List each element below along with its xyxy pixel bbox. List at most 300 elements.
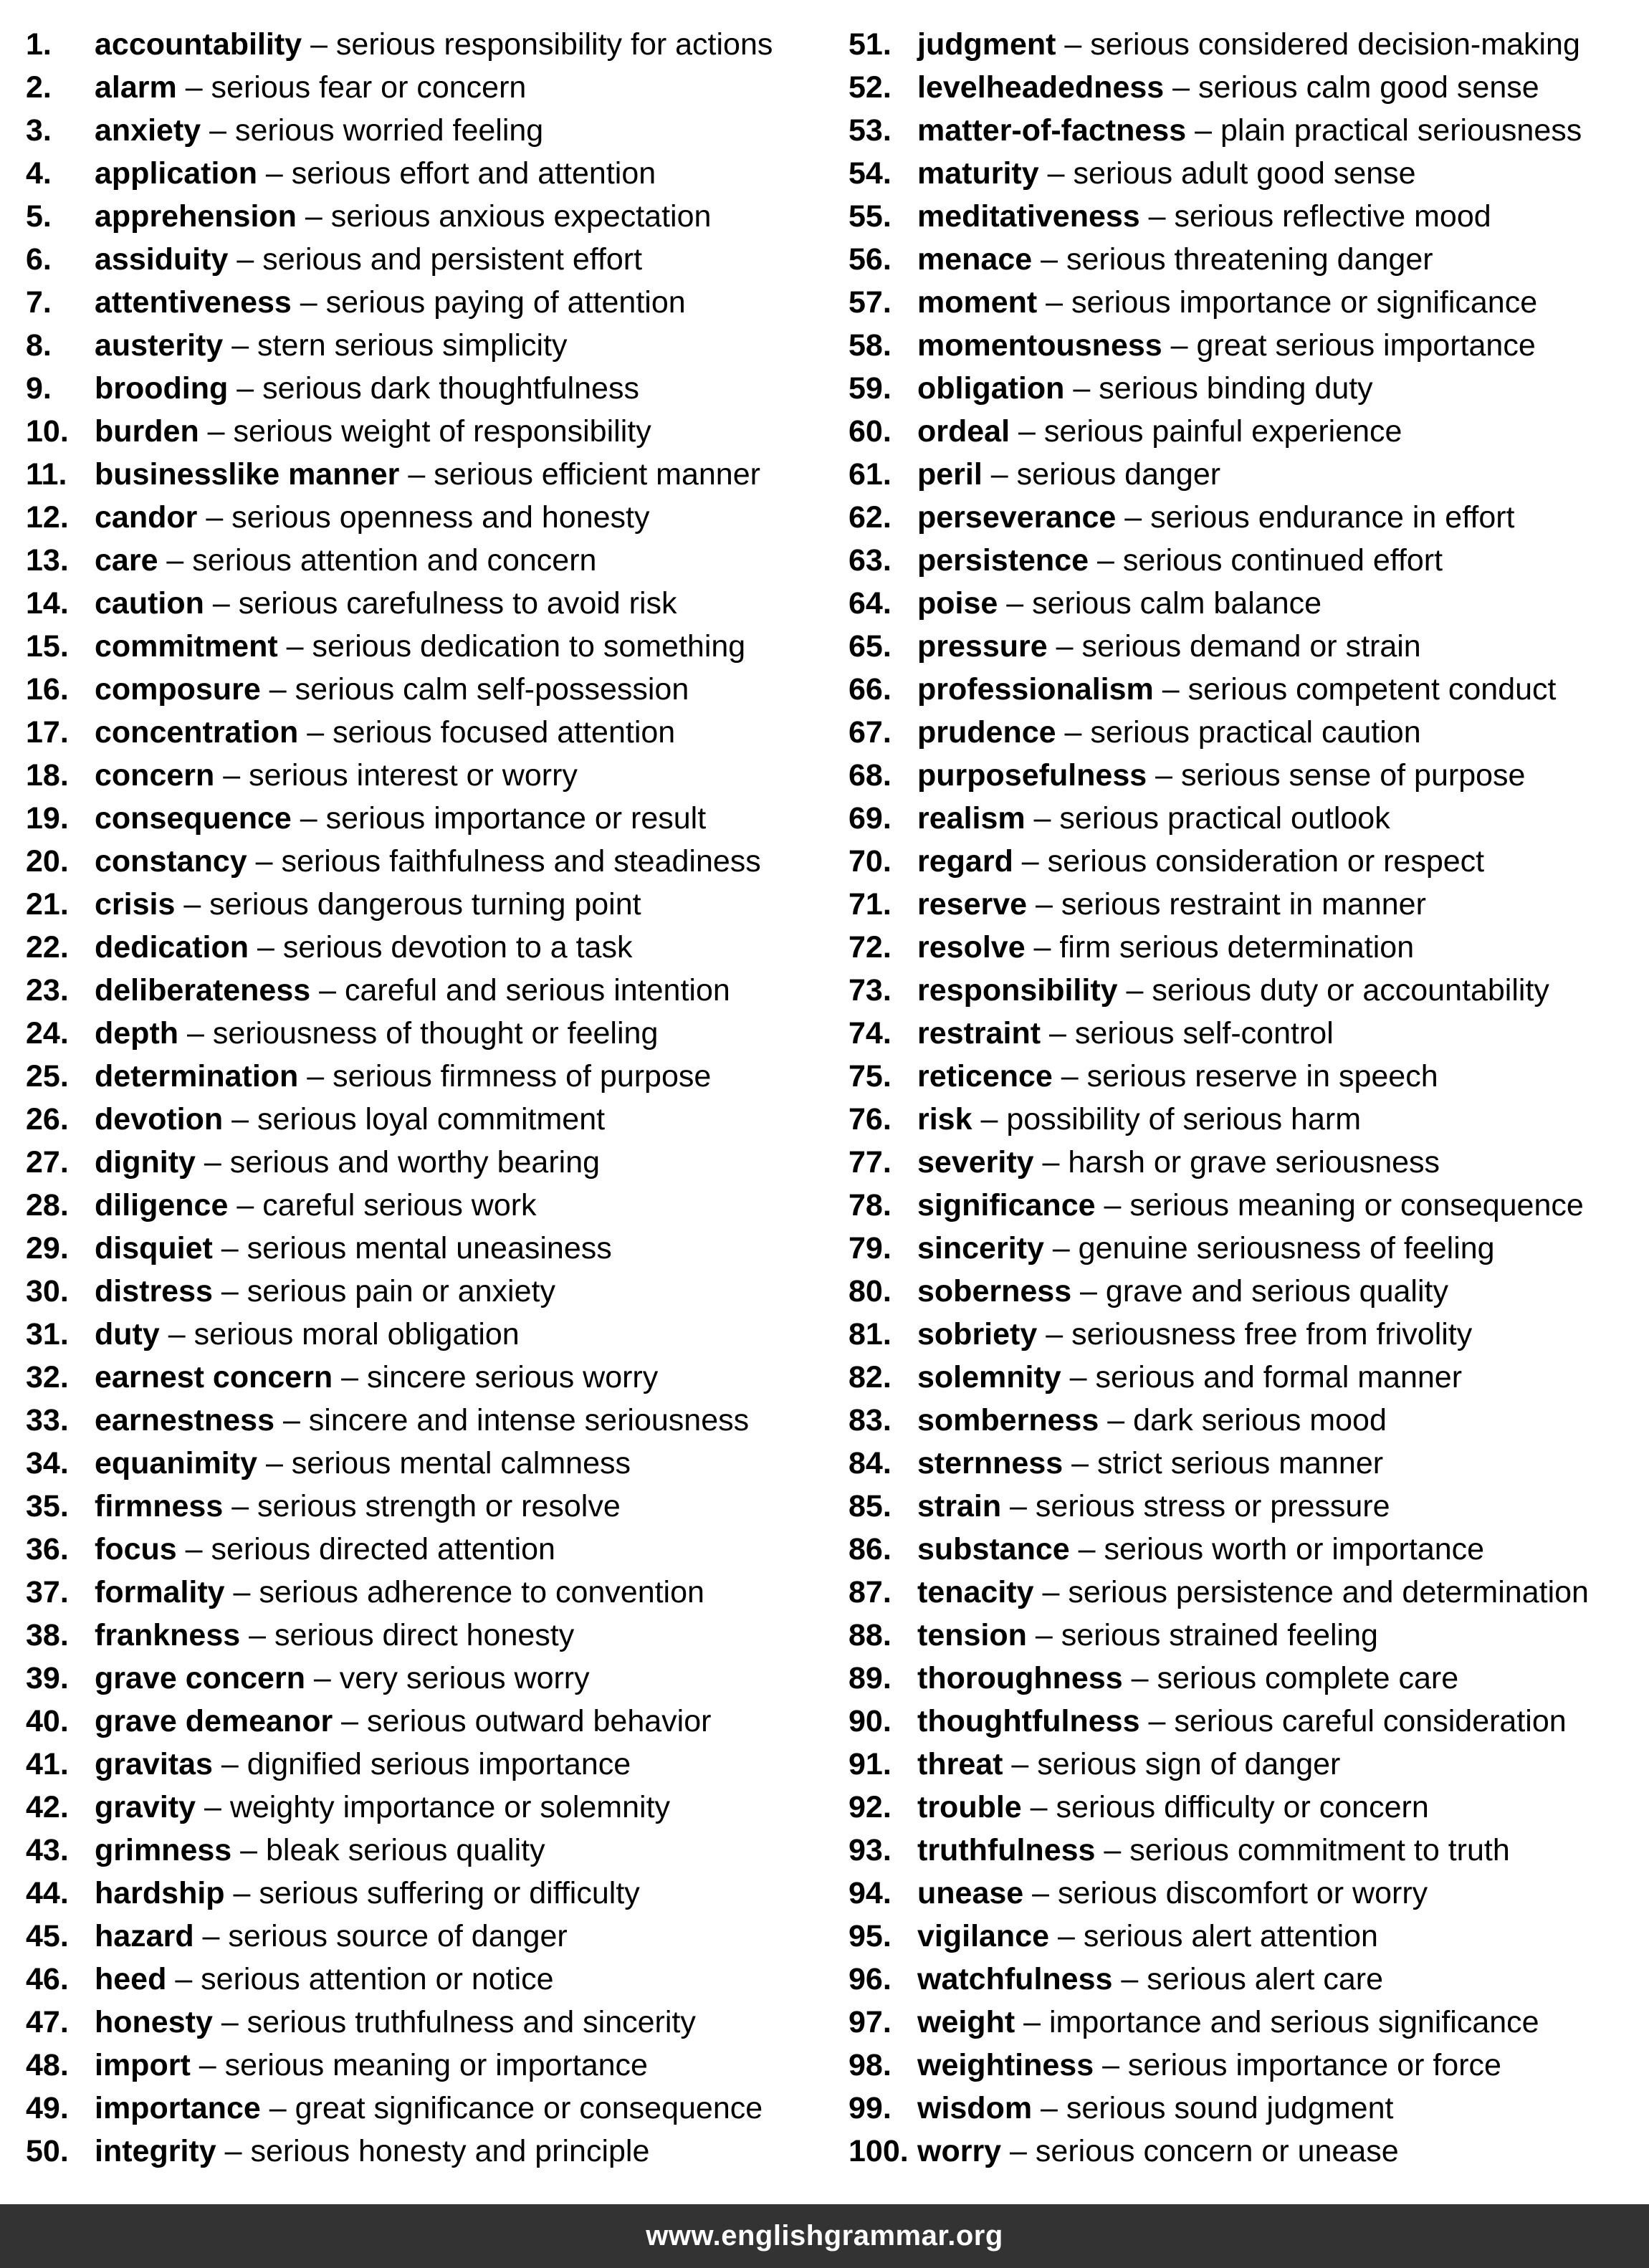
list-item	[849, 2001, 1644, 2044]
word-list-column-right	[849, 23, 1644, 2173]
item-definition: – serious responsibility for actions	[302, 27, 773, 62]
item-definition: – serious honesty and principle	[216, 2134, 650, 2168]
item-definition: – serious duty or accountability	[1117, 973, 1549, 1008]
list-item	[849, 1184, 1644, 1227]
list-item	[26, 1829, 828, 1872]
item-text	[95, 1442, 631, 1485]
item-text	[917, 66, 1539, 109]
item-text	[917, 1356, 1462, 1399]
list-item	[26, 625, 828, 668]
list-item	[26, 453, 828, 496]
list-item	[849, 1141, 1644, 1184]
list-item	[849, 582, 1644, 625]
item-text	[917, 1227, 1495, 1270]
item-text	[95, 1571, 704, 1614]
item-text	[95, 2001, 696, 2044]
item-number: 59.	[849, 371, 892, 406]
item-definition: – serious direct honesty	[240, 1618, 575, 1652]
list-item	[26, 152, 828, 195]
item-number: 57.	[849, 285, 892, 320]
item-definition: – serious importance or force	[1094, 2048, 1501, 2082]
list-item	[849, 711, 1644, 754]
item-definition: – serious meaning or consequence	[1095, 1188, 1584, 1222]
item-definition: – serious calm self-possession	[260, 672, 689, 707]
item-definition: – serious openness and honesty	[197, 500, 650, 535]
item-definition: – serious attention or notice	[166, 1962, 554, 1996]
item-definition: – serious sense of purpose	[1147, 758, 1526, 793]
item-word: risk	[917, 1102, 972, 1137]
item-definition: – sincere serious worry	[333, 1360, 659, 1394]
list-item	[849, 1614, 1644, 1657]
item-definition: – serious carefulness to avoid risk	[204, 586, 677, 621]
item-text	[95, 1098, 605, 1141]
item-word: focus	[95, 1532, 177, 1566]
list-item	[26, 1141, 828, 1184]
item-number: 43.	[26, 1833, 69, 1867]
item-text	[95, 152, 656, 195]
item-definition: – careful serious work	[228, 1188, 537, 1222]
item-word: unease	[917, 1876, 1024, 1910]
item-word: regard	[917, 844, 1013, 879]
list-item	[26, 582, 828, 625]
item-word: anxiety	[95, 113, 201, 148]
item-definition: – serious directed attention	[176, 1532, 555, 1566]
item-definition: – seriousness of thought or feeling	[178, 1016, 659, 1051]
item-definition: – dark serious mood	[1099, 1403, 1387, 1437]
item-definition: – serious strained feeling	[1026, 1618, 1378, 1652]
item-word: distress	[95, 1274, 213, 1308]
item-word: import	[95, 2048, 191, 2082]
item-text	[917, 1571, 1589, 1614]
item-number: 14.	[26, 586, 69, 621]
item-definition: – great significance or consequence	[260, 2091, 763, 2125]
item-number: 91.	[849, 1747, 892, 1781]
item-definition: – possibility of serious harm	[972, 1102, 1362, 1137]
list-item	[849, 195, 1644, 238]
item-number: 38.	[26, 1618, 69, 1652]
item-text	[917, 539, 1443, 582]
item-word: heed	[95, 1962, 167, 1996]
list-item	[26, 2001, 828, 2044]
item-number: 37.	[26, 1575, 69, 1609]
item-number: 53.	[849, 113, 892, 148]
item-text	[917, 711, 1421, 754]
item-definition: – serious mental calmness	[257, 1446, 631, 1480]
item-number: 29.	[26, 1231, 69, 1265]
item-number: 97.	[849, 2005, 892, 2039]
item-number: 20.	[26, 844, 69, 879]
item-text	[95, 1227, 612, 1270]
item-word: consequence	[95, 801, 292, 836]
item-number: 9.	[26, 371, 52, 406]
item-definition: – serious effort and attention	[257, 156, 656, 191]
list-item	[849, 1356, 1644, 1399]
item-text	[917, 1657, 1458, 1700]
item-word: apprehension	[95, 199, 297, 234]
item-definition: – serious paying of attention	[291, 285, 686, 320]
list-item	[849, 152, 1644, 195]
item-text	[917, 2130, 1399, 2173]
item-number: 52.	[849, 70, 892, 105]
item-word: commitment	[95, 629, 278, 664]
item-number: 1.	[26, 27, 52, 62]
list-item	[26, 2130, 828, 2173]
item-text	[917, 1399, 1387, 1442]
item-word: truthfulness	[917, 1833, 1096, 1867]
item-definition: – firm serious determination	[1025, 930, 1415, 965]
item-number: 76.	[849, 1102, 892, 1137]
list-item	[849, 926, 1644, 969]
item-word: meditativeness	[917, 199, 1140, 234]
list-item	[849, 453, 1644, 496]
item-number: 89.	[849, 1661, 892, 1695]
item-number: 96.	[849, 1962, 892, 1996]
item-text	[95, 367, 639, 410]
item-number: 81.	[849, 1317, 892, 1351]
list-item	[26, 1442, 828, 1485]
item-text	[95, 1743, 631, 1786]
list-item	[849, 2130, 1644, 2173]
item-number: 48.	[26, 2048, 69, 2082]
list-item	[849, 2044, 1644, 2087]
item-number: 11.	[26, 457, 67, 492]
item-text	[917, 1915, 1378, 1958]
item-word: application	[95, 156, 257, 191]
item-word: sincerity	[917, 1231, 1044, 1265]
item-definition: – serious restraint in manner	[1027, 887, 1426, 922]
item-definition: – careful and serious intention	[310, 973, 730, 1008]
footer-website-link[interactable]: www.englishgrammar.org	[646, 2220, 1003, 2252]
list-item	[26, 1184, 828, 1227]
item-text	[917, 195, 1491, 238]
item-text	[95, 1356, 658, 1399]
item-definition: – serious practical caution	[1056, 715, 1421, 750]
list-item	[26, 840, 828, 883]
list-item	[849, 66, 1644, 109]
list-item	[849, 1012, 1644, 1055]
item-text	[95, 2044, 648, 2087]
item-word: threat	[917, 1747, 1003, 1781]
list-item	[26, 754, 828, 797]
item-number: 60.	[849, 414, 892, 449]
item-text	[917, 1055, 1438, 1098]
item-number: 3.	[26, 113, 52, 148]
item-definition: – serious consideration or respect	[1013, 844, 1485, 879]
item-word: momentousness	[917, 328, 1162, 363]
item-number: 69.	[849, 801, 892, 836]
item-text	[95, 1915, 568, 1958]
item-definition: – grave and serious quality	[1071, 1274, 1448, 1308]
list-item	[849, 2087, 1644, 2130]
item-definition: – serious truthfulness and sincerity	[212, 2005, 696, 2039]
item-word: restraint	[917, 1016, 1041, 1051]
item-definition: – serious stress or pressure	[1001, 1489, 1390, 1523]
item-word: somberness	[917, 1403, 1099, 1437]
item-text	[917, 1743, 1340, 1786]
item-number: 4.	[26, 156, 52, 191]
item-number: 10.	[26, 414, 69, 449]
item-text	[917, 453, 1220, 496]
list-item	[26, 109, 828, 152]
item-word: formality	[95, 1575, 225, 1609]
item-text	[95, 840, 761, 883]
item-number: 39.	[26, 1661, 69, 1695]
list-item	[849, 840, 1644, 883]
item-text	[917, 238, 1433, 281]
item-text	[917, 1700, 1567, 1743]
item-definition: – serious persistence and determination	[1033, 1575, 1589, 1609]
list-item	[849, 797, 1644, 840]
list-item	[26, 883, 828, 926]
item-word: thoughtfulness	[917, 1704, 1140, 1738]
item-text	[917, 1270, 1448, 1313]
item-text	[95, 1872, 640, 1915]
list-item	[849, 238, 1644, 281]
item-word: vigilance	[917, 1919, 1050, 1953]
item-definition: – serious suffering or difficulty	[224, 1876, 640, 1910]
list-item	[26, 238, 828, 281]
item-definition: – serious demand or strain	[1047, 629, 1421, 664]
item-text	[917, 1012, 1334, 1055]
item-word: prudence	[917, 715, 1056, 750]
item-text	[95, 1313, 520, 1356]
item-definition: – serious calm good sense	[1164, 70, 1539, 105]
item-definition: – serious complete care	[1122, 1661, 1459, 1695]
list-item	[849, 969, 1644, 1012]
item-word: pressure	[917, 629, 1048, 664]
item-text	[95, 23, 773, 66]
item-definition: – bleak serious quality	[231, 1833, 545, 1867]
list-item	[26, 410, 828, 453]
item-text	[917, 1786, 1429, 1829]
item-word: diligence	[95, 1188, 229, 1222]
item-number: 92.	[849, 1790, 892, 1824]
item-word: trouble	[917, 1790, 1022, 1824]
item-definition: – serious careful consideration	[1139, 1704, 1567, 1738]
item-definition: – serious meaning or importance	[190, 2048, 648, 2082]
item-word: dedication	[95, 930, 249, 965]
item-word: worry	[917, 2134, 1002, 2168]
item-number: 54.	[849, 156, 892, 191]
list-item	[26, 797, 828, 840]
list-item	[26, 1356, 828, 1399]
item-text	[917, 23, 1580, 66]
item-word: ordeal	[917, 414, 1010, 449]
item-number: 86.	[849, 1532, 892, 1566]
item-word: gravity	[95, 1790, 196, 1824]
list-item	[849, 1786, 1644, 1829]
item-text	[95, 1055, 711, 1098]
item-number: 82.	[849, 1360, 892, 1394]
item-text	[917, 1614, 1378, 1657]
item-definition: – weighty importance or solemnity	[196, 1790, 671, 1824]
item-word: deliberateness	[95, 973, 311, 1008]
list-item	[849, 883, 1644, 926]
item-number: 46.	[26, 1962, 69, 1996]
list-item	[26, 1958, 828, 2001]
list-item	[26, 1571, 828, 1614]
item-text	[95, 539, 596, 582]
list-item	[849, 1485, 1644, 1528]
item-number: 94.	[849, 1876, 892, 1910]
list-item	[849, 1055, 1644, 1098]
item-number: 88.	[849, 1618, 892, 1652]
item-text	[917, 1141, 1440, 1184]
list-item	[26, 1872, 828, 1915]
item-word: peril	[917, 457, 983, 492]
list-item	[849, 1227, 1644, 1270]
item-number: 51.	[849, 27, 892, 62]
item-word: firmness	[95, 1489, 224, 1523]
list-item	[849, 410, 1644, 453]
item-number: 58.	[849, 328, 892, 363]
item-definition: – harsh or grave seriousness	[1033, 1145, 1440, 1180]
item-number: 5.	[26, 199, 52, 234]
item-text	[95, 883, 641, 926]
item-number: 56.	[849, 242, 892, 277]
list-item	[26, 23, 828, 66]
item-definition: – strict serious manner	[1063, 1446, 1384, 1480]
item-definition: – serious binding duty	[1064, 371, 1373, 406]
list-item	[26, 1657, 828, 1700]
item-definition: – serious source of danger	[193, 1919, 568, 1953]
item-number: 23.	[26, 973, 69, 1008]
item-number: 70.	[849, 844, 892, 879]
item-number: 24.	[26, 1016, 69, 1051]
item-word: integrity	[95, 2134, 216, 2168]
item-word: responsibility	[917, 973, 1118, 1008]
list-item	[849, 1399, 1644, 1442]
item-definition: – serious dark thoughtfulness	[228, 371, 639, 406]
item-word: brooding	[95, 371, 229, 406]
item-text	[917, 367, 1373, 410]
item-word: composure	[95, 672, 261, 707]
item-text	[95, 668, 689, 711]
list-item	[26, 2044, 828, 2087]
item-word: realism	[917, 801, 1026, 836]
item-text	[95, 1958, 554, 2001]
item-word: caution	[95, 586, 204, 621]
item-number: 61.	[849, 457, 892, 492]
item-word: dignity	[95, 1145, 196, 1180]
item-definition: – serious and formal manner	[1061, 1360, 1463, 1394]
item-word: wisdom	[917, 2091, 1033, 2125]
item-word: purposefulness	[917, 758, 1147, 793]
item-number: 21.	[26, 887, 69, 922]
item-definition: – serious continued effort	[1089, 543, 1443, 578]
item-text	[95, 1184, 537, 1227]
item-definition: – serious faithfulness and steadiness	[247, 844, 761, 879]
item-text	[95, 1270, 555, 1313]
item-number: 93.	[849, 1833, 892, 1867]
item-definition: – sincere and intense seriousness	[274, 1403, 750, 1437]
item-number: 84.	[849, 1446, 892, 1480]
item-text	[95, 582, 677, 625]
item-number: 50.	[26, 2134, 69, 2168]
list-item	[26, 281, 828, 324]
item-definition: – serious discomfort or worry	[1023, 1876, 1428, 1910]
item-word: gravitas	[95, 1747, 213, 1781]
item-text	[95, 195, 711, 238]
item-definition: – serious fear or concern	[176, 70, 527, 105]
item-word: determination	[95, 1059, 299, 1094]
item-definition: – serious painful experience	[1010, 414, 1402, 449]
item-text	[917, 1528, 1484, 1571]
list-item	[849, 1743, 1644, 1786]
item-definition: – plain practical seriousness	[1186, 113, 1582, 148]
item-number: 40.	[26, 1704, 69, 1738]
item-text	[917, 668, 1556, 711]
list-item	[849, 1270, 1644, 1313]
list-item	[849, 1829, 1644, 1872]
item-number: 45.	[26, 1919, 69, 1953]
item-text	[917, 109, 1582, 152]
item-number: 66.	[849, 672, 892, 707]
item-text	[917, 1098, 1361, 1141]
list-item	[26, 1227, 828, 1270]
item-definition: – stern serious simplicity	[223, 328, 568, 363]
item-word: perseverance	[917, 500, 1117, 535]
item-word: resolve	[917, 930, 1026, 965]
item-text	[95, 1657, 590, 1700]
item-number: 78.	[849, 1188, 892, 1222]
item-word: persistence	[917, 543, 1089, 578]
item-text	[95, 926, 632, 969]
item-text	[917, 1872, 1428, 1915]
item-definition: – serious reserve in speech	[1052, 1059, 1438, 1094]
item-number: 7.	[26, 285, 52, 320]
item-text	[917, 1958, 1383, 2001]
list-item	[26, 1614, 828, 1657]
item-number: 79.	[849, 1231, 892, 1265]
item-definition: – serious firmness of purpose	[298, 1059, 712, 1094]
list-item	[849, 1958, 1644, 2001]
item-word: reserve	[917, 887, 1028, 922]
item-number: 95.	[849, 1919, 892, 1953]
item-text	[95, 1485, 621, 1528]
item-word: frankness	[95, 1618, 241, 1652]
item-number: 74.	[849, 1016, 892, 1051]
item-word: earnest concern	[95, 1360, 333, 1394]
item-definition: – serious concern or unease	[1001, 2134, 1399, 2168]
item-word: sobriety	[917, 1317, 1038, 1351]
item-word: weight	[917, 2005, 1015, 2039]
list-item	[26, 668, 828, 711]
item-number: 16.	[26, 672, 69, 707]
item-word: tension	[917, 1618, 1027, 1652]
item-word: concentration	[95, 715, 299, 750]
item-word: severity	[917, 1145, 1034, 1180]
item-word: grimness	[95, 1833, 232, 1867]
item-text	[95, 797, 706, 840]
item-text	[95, 324, 568, 367]
item-number: 12.	[26, 500, 69, 535]
item-word: care	[95, 543, 158, 578]
item-definition: – serious endurance in effort	[1116, 500, 1515, 535]
item-text	[917, 410, 1402, 453]
item-text	[917, 2044, 1501, 2087]
item-number: 34.	[26, 1446, 69, 1480]
item-text	[95, 1141, 600, 1184]
item-definition: – dignified serious importance	[212, 1747, 631, 1781]
list-item	[26, 324, 828, 367]
item-definition: – serious focused attention	[298, 715, 676, 750]
list-item	[26, 539, 828, 582]
item-number: 27.	[26, 1145, 69, 1180]
item-number: 90.	[849, 1704, 892, 1738]
item-definition: – serious adherence to convention	[224, 1575, 704, 1609]
item-definition: – serious and worthy bearing	[195, 1145, 601, 1180]
